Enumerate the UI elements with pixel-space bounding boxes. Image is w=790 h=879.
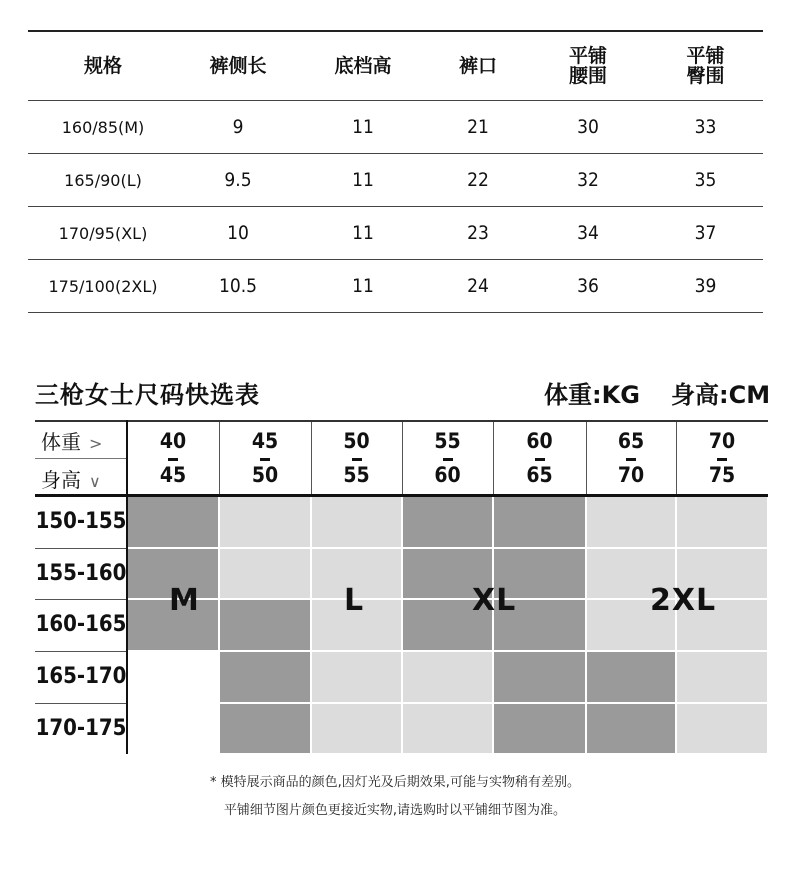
size-cell bbox=[311, 496, 402, 548]
row-separator bbox=[35, 703, 127, 704]
weight-to: 50 bbox=[251, 463, 279, 487]
spec-value-cell: 23 bbox=[467, 222, 489, 244]
size-cell bbox=[402, 703, 493, 754]
spec-value-cell: 11 bbox=[352, 275, 374, 297]
spec-value-cell: 11 bbox=[352, 116, 374, 138]
spec-table bbox=[28, 30, 763, 313]
weight-from: 45 bbox=[251, 429, 279, 453]
header-separator bbox=[402, 420, 403, 496]
spec-value-cell: 35 bbox=[694, 169, 717, 191]
spec-row bbox=[28, 101, 763, 154]
size-label-m: M bbox=[169, 583, 200, 618]
spec-value-cell: 22 bbox=[467, 169, 489, 191]
spec-value-cell: 9.5 bbox=[224, 169, 252, 191]
size-cell bbox=[219, 703, 311, 754]
size-cell bbox=[586, 651, 676, 703]
weight-to: 70 bbox=[617, 463, 645, 487]
header-separator bbox=[586, 420, 587, 496]
size-cell bbox=[676, 651, 768, 703]
size-cell bbox=[676, 496, 768, 548]
weight-from: 40 bbox=[159, 429, 187, 453]
spec-size-cell: 165/90(L) bbox=[64, 170, 142, 190]
size-chart-grid bbox=[35, 420, 768, 754]
size-cell bbox=[402, 496, 493, 548]
spec-size-cell: 175/100(2XL) bbox=[48, 276, 158, 296]
range-dash bbox=[260, 458, 270, 461]
spec-value-cell: 37 bbox=[694, 222, 717, 244]
size-cell bbox=[402, 651, 493, 703]
spec-value-cell: 36 bbox=[577, 275, 599, 297]
weight-range-65-70 bbox=[586, 420, 676, 496]
size-label-2xl: 2XL bbox=[650, 583, 717, 618]
weight-from: 50 bbox=[343, 429, 370, 453]
grid-label-divider bbox=[126, 420, 128, 754]
spec-value-cell: 11 bbox=[352, 169, 374, 191]
range-dash bbox=[443, 458, 453, 461]
spec-header-text: 裤侧长 bbox=[209, 55, 267, 77]
size-cell bbox=[493, 651, 586, 703]
weight-from: 65 bbox=[617, 429, 645, 453]
height-range-label: 150-155 bbox=[35, 509, 127, 534]
unit-height: 身高:CM bbox=[671, 381, 771, 409]
spec-value-cell: 10.5 bbox=[218, 275, 258, 297]
height-range-label: 155-160 bbox=[35, 561, 127, 586]
weight-range-50-55 bbox=[311, 420, 402, 496]
spec-header-2 bbox=[298, 31, 428, 101]
weight-to: 55 bbox=[343, 463, 370, 487]
size-cell bbox=[219, 651, 311, 703]
unit-weight: 体重:KG bbox=[544, 381, 640, 409]
weight-from: 70 bbox=[708, 429, 736, 453]
spec-header-text: 平铺 bbox=[568, 45, 607, 67]
spec-value-cell: 30 bbox=[577, 116, 599, 138]
corner-divider bbox=[35, 458, 127, 459]
spec-header-text: 裤口 bbox=[458, 55, 497, 77]
spec-value-cell: 11 bbox=[352, 222, 374, 244]
spec-value-cell: 9 bbox=[232, 116, 244, 138]
spec-value-cell: 32 bbox=[577, 169, 599, 191]
weight-range-70-75 bbox=[676, 420, 768, 496]
size-cell bbox=[219, 548, 311, 599]
size-label-l: L bbox=[344, 583, 365, 618]
weight-range-45-50 bbox=[219, 420, 311, 496]
range-dash bbox=[352, 458, 362, 461]
corner-weight: 体重 > bbox=[41, 430, 103, 454]
header-separator bbox=[676, 420, 677, 496]
weight-to: 60 bbox=[434, 463, 461, 487]
row-separator bbox=[35, 651, 127, 652]
size-cell bbox=[311, 703, 402, 754]
spec-header-5 bbox=[648, 31, 763, 101]
size-cell bbox=[219, 599, 311, 651]
weight-to: 45 bbox=[159, 463, 187, 487]
header-separator bbox=[219, 420, 220, 496]
weight-from: 55 bbox=[434, 429, 461, 453]
weight-from: 60 bbox=[526, 429, 553, 453]
spec-value-cell: 24 bbox=[467, 275, 489, 297]
weight-to: 75 bbox=[708, 463, 736, 487]
weight-range-60-65 bbox=[493, 420, 586, 496]
height-range-label: 165-170 bbox=[35, 664, 127, 689]
range-dash bbox=[168, 458, 178, 461]
spec-header-text: 臀围 bbox=[686, 65, 725, 87]
range-dash bbox=[626, 458, 636, 461]
spec-row bbox=[28, 154, 763, 207]
spec-value-cell: 21 bbox=[467, 116, 489, 138]
size-cell bbox=[311, 651, 402, 703]
row-separator bbox=[35, 548, 127, 549]
footer-note-2: 平铺细节图片颜色更接近实物,请选购时以平铺细节图为准。 bbox=[223, 803, 567, 818]
spec-header-0 bbox=[28, 31, 178, 101]
size-cell bbox=[586, 496, 676, 548]
spec-value-cell: 10 bbox=[227, 222, 249, 244]
size-cell bbox=[219, 496, 311, 548]
size-label-xl: XL bbox=[472, 583, 517, 618]
range-dash bbox=[717, 458, 727, 461]
height-range-label: 170-175 bbox=[35, 716, 127, 741]
size-cell bbox=[127, 651, 219, 703]
corner-height: 身高 ∨ bbox=[41, 468, 101, 492]
spec-header-text: 底档高 bbox=[334, 55, 392, 77]
grid-top-border bbox=[35, 420, 768, 422]
weight-range-55-60 bbox=[402, 420, 493, 496]
spec-value-cell: 34 bbox=[577, 222, 599, 244]
size-cell bbox=[127, 496, 219, 548]
spec-header-row bbox=[28, 31, 763, 101]
spec-size-cell: 170/95(XL) bbox=[58, 223, 148, 243]
weight-to: 65 bbox=[526, 463, 553, 487]
spec-header-text: 平铺 bbox=[686, 45, 725, 67]
weight-range-40-45 bbox=[127, 420, 219, 496]
spec-header-text: 规格 bbox=[83, 55, 122, 77]
size-cell bbox=[676, 703, 768, 754]
height-range-label: 160-165 bbox=[35, 612, 127, 637]
size-cell bbox=[586, 703, 676, 754]
chart-title: 三枪女士尺码快选表 bbox=[35, 381, 260, 409]
spec-value-cell: 33 bbox=[694, 116, 717, 138]
row-separator bbox=[35, 599, 127, 600]
spec-value-cell: 39 bbox=[694, 275, 717, 297]
spec-header-3 bbox=[428, 31, 528, 101]
size-cell bbox=[493, 496, 586, 548]
range-dash bbox=[535, 458, 545, 461]
size-cell bbox=[493, 703, 586, 754]
header-separator bbox=[493, 420, 494, 496]
header-separator bbox=[311, 420, 312, 496]
spec-row bbox=[28, 207, 763, 260]
spec-size-cell: 160/85(M) bbox=[61, 117, 145, 137]
spec-row bbox=[28, 260, 763, 313]
spec-header-4 bbox=[528, 31, 648, 101]
spec-header-1 bbox=[178, 31, 298, 101]
size-cell bbox=[127, 703, 219, 754]
footer-note-1: * 模特展示商品的颜色,因灯光及后期效果,可能与实物稍有差别。 bbox=[210, 775, 580, 790]
spec-header-text: 腰围 bbox=[568, 65, 607, 87]
grid-header-divider bbox=[35, 494, 768, 497]
